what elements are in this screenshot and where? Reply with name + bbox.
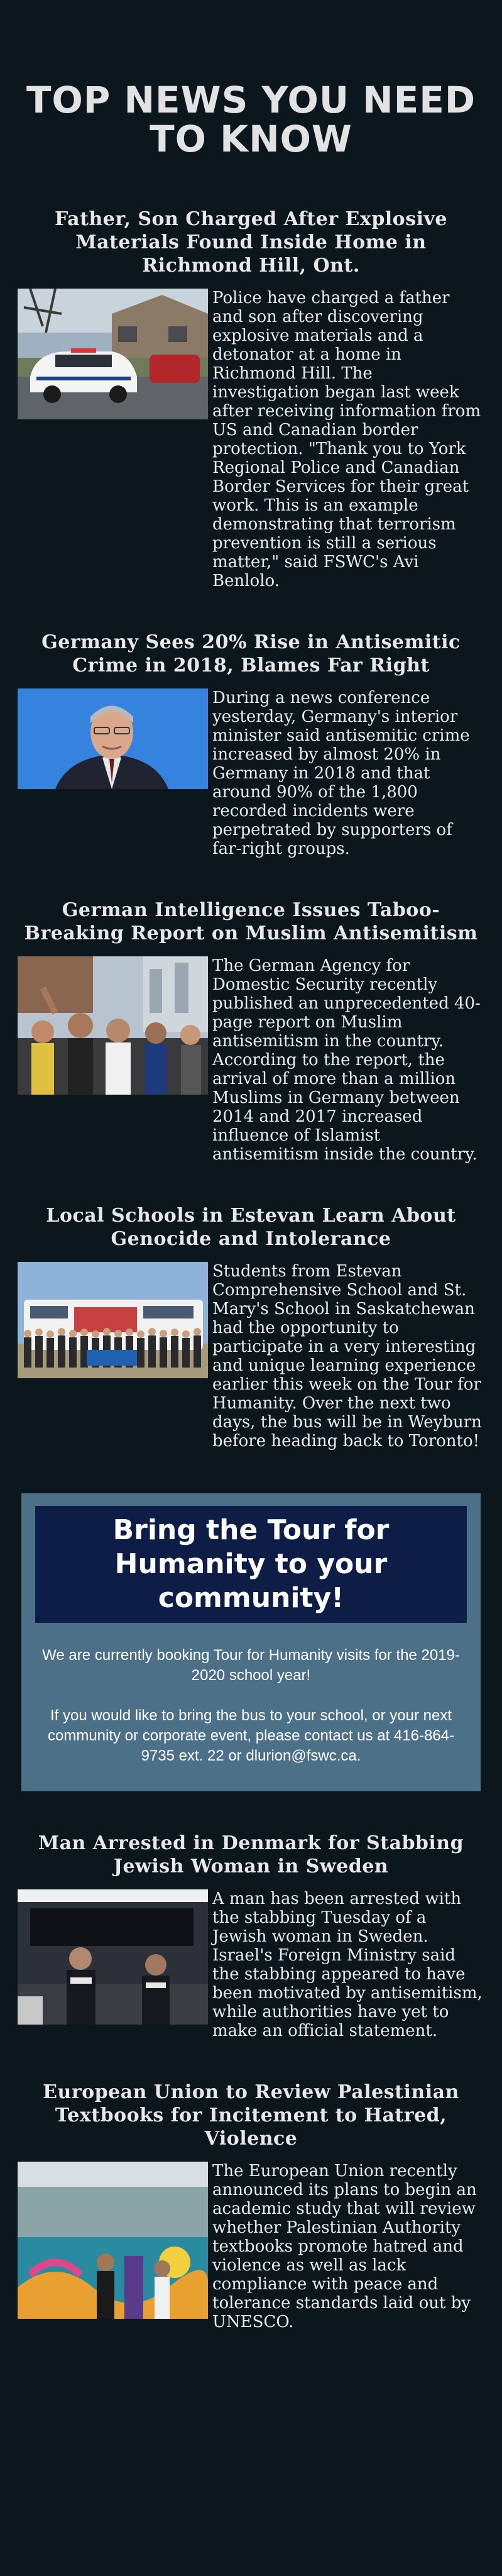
- story-title[interactable]: German Intelligence Issues Taboo-Breaking Report on Muslim Antisemitism: [24, 899, 478, 944]
- story-title[interactable]: European Union to Review Palestinian Textbooks for Incitement to Hatred, Violence: [43, 2081, 459, 2150]
- page-title: TOP NEWS YOU NEED TO KNOW: [26, 79, 476, 160]
- story-6: [0, 2081, 502, 2331]
- story-4: [0, 1204, 502, 1451]
- story-1: [0, 207, 502, 590]
- story-title[interactable]: Local Schools in Estevan Learn About Genocide and Intolerance: [46, 1205, 456, 1250]
- interior-minister-photo[interactable]: [18, 688, 208, 789]
- police-car-photo[interactable]: [18, 289, 208, 419]
- story-2: [0, 631, 502, 858]
- story-5: [0, 1832, 502, 2040]
- promo-contact-text: If you would like to bring the bus to your school, or your next community or corporate event, please contact us at 416-864-9735 ext. 22 or dlurion@fswc.ca.: [47, 1707, 454, 1764]
- tour-bus-students-photo[interactable]: [18, 1262, 208, 1378]
- story-title[interactable]: Man Arrested in Denmark for Stabbing Jewish Woman in Sweden: [38, 1832, 464, 1877]
- story-text: Students from Estevan Comprehensive School and St. Mary's School in Saskatchewan had the opportunity to participate in a very interesting and unique learning experience earlier this week on the Tour for Humanity. Over the next two days, the bus will be in Weyburn before heading back to Toronto!: [212, 1262, 482, 1451]
- story-title[interactable]: Father, Son Charged After Explosive Materials Found Inside Home in Richmond Hill, Ont.: [55, 208, 447, 277]
- story-title[interactable]: Germany Sees 20% Rise in Antisemitic Crime in 2018, Blames Far Right: [41, 631, 461, 677]
- school-mural-photo[interactable]: [18, 2162, 208, 2319]
- protest-crowd-photo[interactable]: [18, 956, 208, 1095]
- story-text: The German Agency for Domestic Security recently published an unprecedented 40-page report on Muslim antisemitism in the country. According to the report, the arrival of more than a million Muslims in Germany between 2014 and 2017 increased influence of Islamist antisemitism inside the country.: [212, 956, 481, 1164]
- story-text: Police have charged a father and son after discovering explosive materials and a detonator at a home in Richmond Hill. The investigation began last week after receiving information from US and Canadian border protection. "Thank you to York Regional Police and Canadian Border Services for their great work. This is an example demonstrating that terrorism prevention is still a serious matter," said FSWC's Avi Benlolo.: [212, 289, 481, 590]
- tour-promo-box: [21, 1493, 481, 1791]
- promo-booking-text: We are currently booking Tour for Humanity visits for the 2019-2020 school year!: [42, 1647, 460, 1684]
- police-arrest-photo[interactable]: [18, 1889, 208, 2025]
- story-text: A man has been arrested with the stabbing Tuesday of a Jewish woman in Sweden. Israel's Foreign Ministry said the stabbing appeared to have been motivated by antisemitism, while authorities have yet to make an official statement.: [212, 1889, 483, 2040]
- promo-banner[interactable]: Bring the Tour for Humanity to your community!: [35, 1506, 467, 1623]
- story-text: The European Union recently announced its plans to begin an academic study that will review whether Palestinian Authority textbooks promote hatred and violence as well as lack compliance with peace and tolerance standards laid out by UNESCO.: [212, 2162, 477, 2331]
- story-text: During a news conference yesterday, Germany's interior minister said antisemitic crime increased by almost 20% in Germany in 2018 and that around 90% of the 1,800 recorded incidents were perpetrated by supporters of far-right groups.: [212, 688, 470, 858]
- story-3: [0, 898, 502, 1164]
